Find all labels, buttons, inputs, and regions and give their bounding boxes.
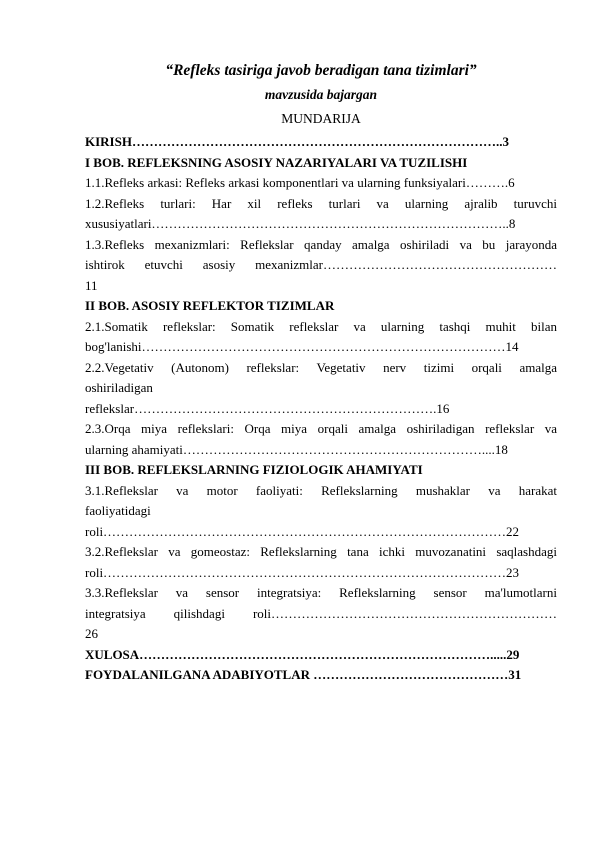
document-subtitle: mavzusida bajargan (264, 87, 378, 102)
toc-entry: 2.2.Vegetativ (Autonom) reflekslar: Vegetativ nerv tizimi orqali amalga (85, 359, 557, 375)
toc-heading: MUNDARIJA (281, 111, 361, 126)
toc-entry: reflekslar…………………………………………………………….16 (85, 400, 450, 416)
toc-entry: oshiriladigan (85, 380, 153, 395)
toc-entry: 11 (85, 277, 98, 293)
toc-entry: II BOB. ASOSIY REFLEKTOR TIZIMLAR (85, 298, 335, 313)
toc-entry: 2.1.Somatik reflekslar: Somatik reflekslar va ularning tashqi muhit bilan (85, 318, 557, 334)
toc-entry: xususiyatlari………………………………………………………………………..8 (85, 216, 516, 231)
toc-entry: ularning ahamiyati……………………………………………………………....18 (85, 441, 508, 457)
toc-entry: faoliyatidagi (85, 503, 151, 518)
toc-entry: roli…………………………………………………………………………………22 (85, 523, 520, 539)
toc-entry: bog'lanishi…………………………………………………………………………14 (85, 339, 519, 354)
toc-entry: roli…………………………………………………………………………………23 (85, 564, 520, 580)
document-title: “Refleks tasiriga javob beradigan tana tizimlari” (165, 62, 477, 79)
toc-entry: I BOB. REFLEKSNING ASOSIY NAZARIYALARI VA TUZILISHI (85, 154, 468, 170)
toc-entry: 3.3.Reflekslar va sensor integratsiya: Reflekslarning sensor ma'lumotlarni (85, 585, 557, 600)
table-of-contents (85, 132, 557, 686)
toc-entry: 2.3.Orqa miya reflekslari: Orqa miya orqali amalga oshiriladigan reflekslar va (85, 421, 557, 436)
toc-entry: 3.1.Reflekslar va motor faoliyati: Reflekslarning mushaklar va harakat (85, 482, 557, 498)
toc-entry: 26 (85, 626, 98, 641)
toc-entry: ishtirok etuvchi asosiy mexanizmlar……………………………………………… (85, 257, 557, 272)
toc-entry: integratsiya qilishdagi roli………………………………………………………… (85, 605, 557, 621)
toc-entry: 3.2.Reflekslar va gomeostaz: Reflekslarning tana ichki muvozanatini saqlashdagi (85, 544, 557, 559)
toc-entry: 1.2.Refleks turlari: Har xil refleks turlari va ularning ajralib turuvchi (85, 195, 557, 211)
toc-entry: 1.3.Refleks mexanizmlari: Reflekslar qanday amalga oshiriladi va bu jarayonda (85, 236, 557, 252)
toc-entry: XULOSA……………………………………………………………………….....29 (85, 646, 520, 662)
toc-entry: KIRISH…………………………………………………………………………..3 (85, 134, 509, 149)
toc-entry: FOYDALANILGANA ADABIYOTLAR ………………………………………31 (85, 667, 522, 682)
toc-entry: 1.1.Refleks arkasi: Refleks arkasi komponentlari va ularning funksiyalari……….6 (85, 175, 515, 190)
toc-entry: III BOB. REFLEKSLARNING FIZIOLOGIK AHAMIYATI (85, 462, 423, 477)
